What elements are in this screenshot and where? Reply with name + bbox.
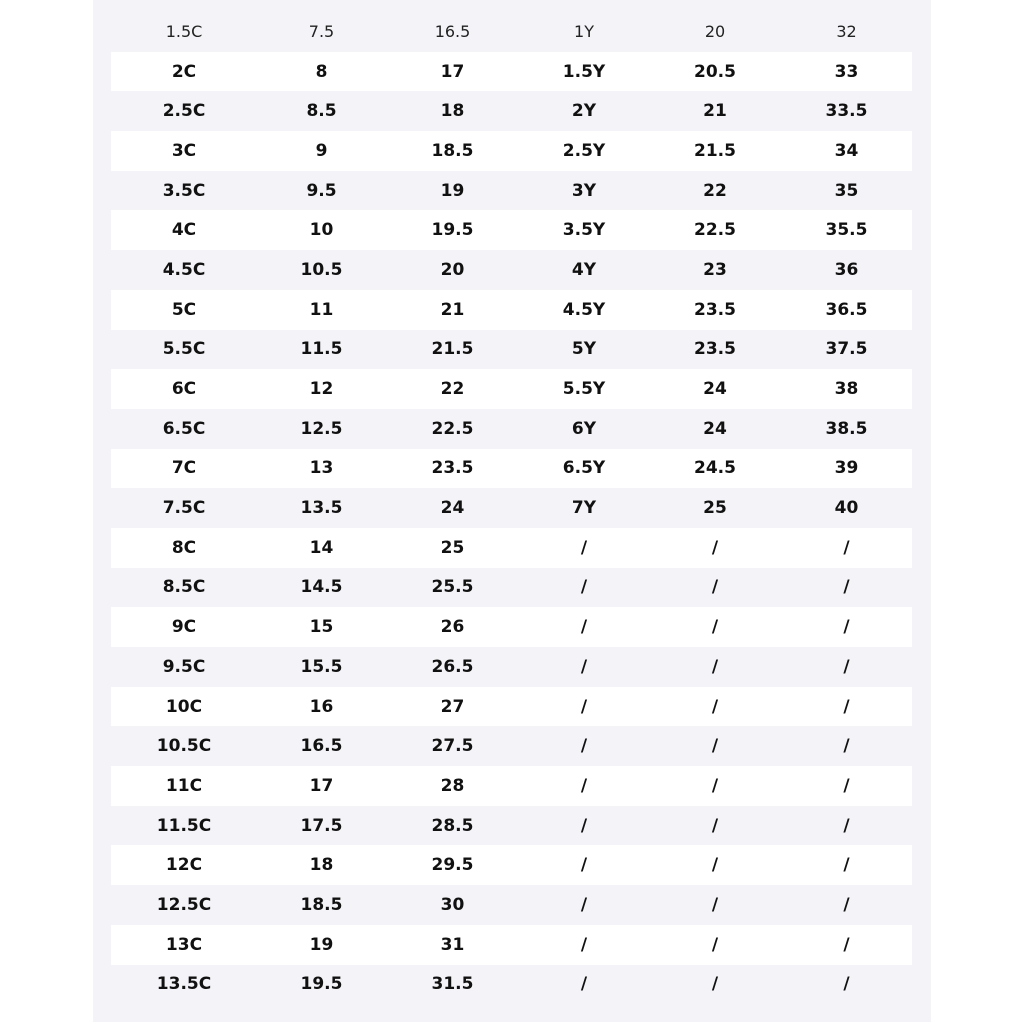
table-cell: 6Y bbox=[571, 418, 597, 439]
table-header-cell: 1Y bbox=[574, 22, 594, 42]
table-cell: 19.5 bbox=[300, 974, 343, 995]
table-cell: 24.5 bbox=[694, 458, 736, 479]
table-cell: 22 bbox=[703, 180, 727, 201]
table-cell: 2.5Y bbox=[562, 140, 606, 161]
table-cell: 18.5 bbox=[431, 140, 474, 161]
table-cell: 8.5C bbox=[162, 577, 206, 598]
table-cell: 15 bbox=[309, 617, 334, 638]
table-cell: 26.5 bbox=[431, 656, 474, 677]
table-cell: 16.5 bbox=[300, 736, 343, 757]
table-cell: / bbox=[580, 855, 588, 876]
table-cell: 5.5Y bbox=[562, 379, 606, 400]
table-cell: 23.5 bbox=[694, 299, 736, 320]
table-cell: 18.5 bbox=[300, 894, 343, 915]
table-cell: 35 bbox=[834, 180, 859, 201]
table-cell: / bbox=[580, 974, 588, 995]
table-cell: / bbox=[711, 894, 719, 915]
table-row bbox=[111, 488, 912, 528]
table-header-row bbox=[111, 12, 912, 52]
table-body bbox=[111, 52, 912, 1005]
table-row bbox=[111, 330, 912, 370]
table-cell: 23 bbox=[703, 259, 727, 280]
table-cell: 38.5 bbox=[825, 418, 868, 439]
table-cell: 19 bbox=[309, 934, 334, 955]
table-cell: / bbox=[580, 617, 588, 638]
table-cell: 5.5C bbox=[162, 339, 206, 360]
table-row bbox=[111, 528, 912, 568]
table-cell: / bbox=[580, 696, 588, 717]
table-cell: 28.5 bbox=[431, 815, 474, 836]
table-row bbox=[111, 210, 912, 250]
table-cell: / bbox=[843, 736, 850, 757]
table-cell: 13C bbox=[165, 934, 203, 955]
table-cell: 17 bbox=[309, 775, 334, 796]
table-cell: 21 bbox=[440, 299, 465, 320]
table-cell: / bbox=[580, 577, 588, 598]
table-row bbox=[111, 91, 912, 131]
table-cell: 3Y bbox=[571, 180, 597, 201]
table-cell: 37.5 bbox=[825, 339, 868, 360]
table-cell: 4.5Y bbox=[562, 299, 606, 320]
table-cell: 12 bbox=[309, 379, 334, 400]
table-cell: 17 bbox=[440, 61, 465, 82]
table-cell: 14 bbox=[309, 537, 334, 558]
table-cell: 31 bbox=[440, 934, 465, 955]
table-cell: 6.5C bbox=[162, 418, 206, 439]
table-cell: 6.5Y bbox=[562, 458, 606, 479]
table-cell: 25 bbox=[703, 498, 727, 519]
table-cell: 20.5 bbox=[694, 61, 736, 82]
table-cell: 9.5 bbox=[306, 180, 337, 201]
table-header-cell: 32 bbox=[836, 22, 857, 42]
table-cell: 23.5 bbox=[431, 458, 474, 479]
table-cell: 8.5 bbox=[306, 101, 337, 122]
table-cell: 22.5 bbox=[694, 220, 736, 241]
table-row bbox=[111, 131, 912, 171]
table-cell: 5C bbox=[171, 299, 197, 320]
table-cell: 20 bbox=[440, 259, 465, 280]
table-cell: 10.5 bbox=[300, 259, 343, 280]
table-cell: / bbox=[843, 934, 850, 955]
table-cell: / bbox=[711, 577, 719, 598]
table-cell: 11.5C bbox=[156, 815, 212, 836]
table-cell: 27 bbox=[440, 696, 465, 717]
table-cell: 9C bbox=[171, 617, 197, 638]
table-cell: 28 bbox=[440, 775, 465, 796]
table-cell: / bbox=[843, 656, 850, 677]
table-cell: / bbox=[711, 775, 719, 796]
table-row bbox=[111, 647, 912, 687]
table-cell: 5Y bbox=[571, 339, 597, 360]
table-row bbox=[111, 409, 912, 449]
table-cell: 3C bbox=[171, 140, 197, 161]
table-row bbox=[111, 369, 912, 409]
table-cell: / bbox=[711, 656, 719, 677]
table-cell: 21.5 bbox=[694, 140, 736, 161]
table-cell: 33 bbox=[834, 61, 859, 82]
table-cell: 34 bbox=[834, 140, 859, 161]
table-cell: 14.5 bbox=[300, 577, 343, 598]
table-cell: 3.5Y bbox=[562, 220, 606, 241]
table-cell: / bbox=[711, 736, 719, 757]
table-cell: 4C bbox=[171, 220, 197, 241]
table-header-cell: 20 bbox=[704, 22, 726, 42]
size-chart-panel bbox=[93, 0, 931, 1022]
table-cell: 9.5C bbox=[162, 656, 206, 677]
table-cell: / bbox=[580, 736, 588, 757]
table-cell: 24 bbox=[703, 418, 727, 439]
table-cell: / bbox=[580, 934, 588, 955]
table-cell: 7Y bbox=[571, 498, 597, 519]
table-cell: 27.5 bbox=[431, 736, 474, 757]
table-cell: 21.5 bbox=[431, 339, 474, 360]
table-cell: 13.5 bbox=[300, 498, 343, 519]
table-cell: 2.5C bbox=[162, 101, 206, 122]
table-cell: 33.5 bbox=[825, 101, 868, 122]
table-cell: 12C bbox=[165, 855, 203, 876]
table-cell: / bbox=[580, 894, 588, 915]
table-cell: 19.5 bbox=[431, 220, 474, 241]
table-cell: / bbox=[711, 537, 719, 558]
table-cell: 11C bbox=[165, 775, 203, 796]
table-row bbox=[111, 250, 912, 290]
table-cell: 13 bbox=[309, 458, 334, 479]
table-cell: / bbox=[711, 617, 719, 638]
table-cell: 8 bbox=[315, 61, 328, 82]
table-cell: / bbox=[711, 696, 719, 717]
table-cell: 11.5 bbox=[300, 339, 343, 360]
table-cell: 36.5 bbox=[825, 299, 868, 320]
table-cell: / bbox=[711, 815, 719, 836]
table-row bbox=[111, 607, 912, 647]
table-row bbox=[111, 568, 912, 608]
table-row bbox=[111, 845, 912, 885]
table-cell: 10 bbox=[309, 220, 334, 241]
table-header-cell: 7.5 bbox=[308, 22, 335, 42]
table-cell: / bbox=[580, 656, 588, 677]
table-cell: / bbox=[843, 775, 850, 796]
table-cell: 4Y bbox=[571, 259, 597, 280]
table-cell: 7C bbox=[171, 458, 197, 479]
table-cell: 2C bbox=[171, 61, 197, 82]
table-row bbox=[111, 449, 912, 489]
table-cell: 21 bbox=[703, 101, 727, 122]
table-row bbox=[111, 52, 912, 92]
table-cell: 4.5C bbox=[162, 259, 206, 280]
table-cell: 25.5 bbox=[431, 577, 474, 598]
table-row bbox=[111, 766, 912, 806]
table-cell: / bbox=[711, 974, 719, 995]
table-cell: 25 bbox=[440, 537, 465, 558]
table-row bbox=[111, 965, 912, 1005]
table-cell: / bbox=[843, 974, 850, 995]
table-cell: 26 bbox=[440, 617, 465, 638]
table-cell: 18 bbox=[440, 101, 465, 122]
table-row bbox=[111, 171, 912, 211]
table-row bbox=[111, 806, 912, 846]
table-cell: / bbox=[711, 934, 719, 955]
table-cell: / bbox=[843, 617, 850, 638]
table-cell: 36 bbox=[834, 259, 859, 280]
table-cell: / bbox=[843, 696, 850, 717]
table-cell: 22 bbox=[440, 379, 465, 400]
table-cell: 13.5C bbox=[156, 974, 212, 995]
table-cell: / bbox=[843, 815, 850, 836]
table-cell: 19 bbox=[440, 180, 465, 201]
table-cell: 7.5C bbox=[162, 498, 206, 519]
table-cell: 31.5 bbox=[431, 974, 474, 995]
table-cell: 39 bbox=[834, 458, 859, 479]
table-cell: 18 bbox=[309, 855, 334, 876]
table-cell: 40 bbox=[834, 498, 859, 519]
table-cell: 23.5 bbox=[694, 339, 736, 360]
table-cell: 1.5Y bbox=[562, 61, 606, 82]
table-header-cell: 1.5C bbox=[165, 22, 203, 42]
table-row bbox=[111, 290, 912, 330]
table-cell: / bbox=[843, 894, 850, 915]
table-cell: 29.5 bbox=[431, 855, 474, 876]
table-cell: 10C bbox=[165, 696, 203, 717]
table-cell: 17.5 bbox=[300, 815, 343, 836]
table-cell: 16 bbox=[309, 696, 334, 717]
table-cell: 8C bbox=[171, 537, 197, 558]
table-cell: 9 bbox=[315, 140, 328, 161]
table-cell: 10.5C bbox=[156, 736, 212, 757]
size-table bbox=[111, 12, 912, 1004]
table-cell: 3.5C bbox=[162, 180, 206, 201]
table-cell: / bbox=[580, 775, 588, 796]
table-cell: / bbox=[843, 537, 850, 558]
table-cell: 12.5C bbox=[156, 894, 212, 915]
table-cell: / bbox=[711, 855, 719, 876]
table-cell: 24 bbox=[440, 498, 465, 519]
table-header-cell: 16.5 bbox=[434, 22, 471, 42]
table-cell: 38 bbox=[834, 379, 859, 400]
table-cell: 22.5 bbox=[431, 418, 474, 439]
table-cell: 35.5 bbox=[825, 220, 868, 241]
table-cell: / bbox=[843, 855, 850, 876]
table-row bbox=[111, 885, 912, 925]
table-row bbox=[111, 687, 912, 727]
table-cell: 15.5 bbox=[300, 656, 343, 677]
table-cell: / bbox=[580, 815, 588, 836]
table-cell: / bbox=[580, 537, 588, 558]
table-cell: 24 bbox=[703, 379, 727, 400]
table-cell: / bbox=[843, 577, 850, 598]
table-row bbox=[111, 726, 912, 766]
table-cell: 12.5 bbox=[300, 418, 343, 439]
table-cell: 2Y bbox=[571, 101, 597, 122]
table-row bbox=[111, 925, 912, 965]
table-cell: 6C bbox=[171, 379, 197, 400]
table-cell: 11 bbox=[309, 299, 334, 320]
table-cell: 30 bbox=[440, 894, 465, 915]
